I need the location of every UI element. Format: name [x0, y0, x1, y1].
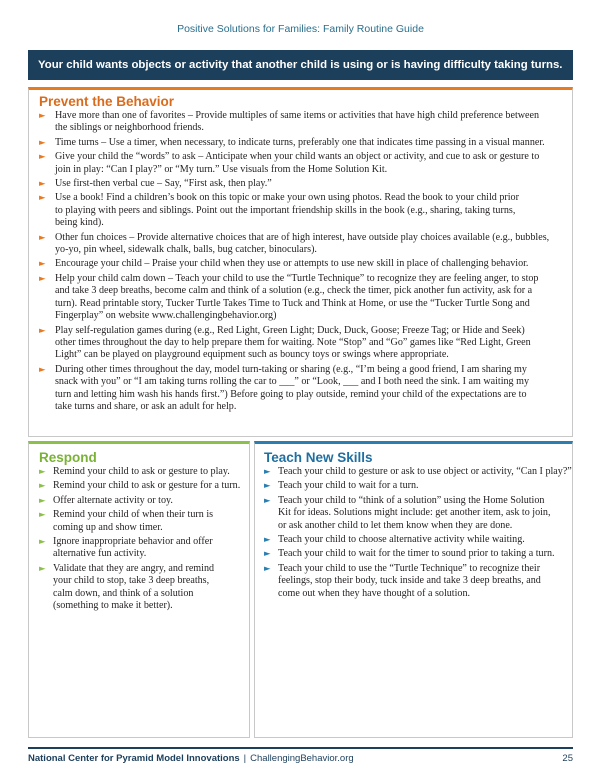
list-item	[29, 258, 572, 270]
prevent-heading: Prevent the Behavior	[39, 94, 175, 109]
arrow-bullet-icon: ►	[39, 259, 46, 270]
list-item	[29, 232, 572, 257]
list-item-line: snack with you” or “I am taking turns rolling the car to ___” or “Look, ___ and I both need the sink. I am waiting my	[55, 376, 530, 388]
list-item-line: Have more than one of favorites – Provide multiples of same items or activities that have high child preference between	[55, 110, 540, 121]
respond-list	[29, 466, 249, 612]
list-item-line: to playing with peers and siblings. Point out the important friendship skills in the book (e.g., sharing, taking turns,	[55, 204, 516, 216]
list-item	[29, 509, 249, 534]
list-item	[29, 151, 572, 176]
list-item-line: Give your child the “words” to ask – Anticipate when your child wants an object or activity, and cue to ask or gesture to	[55, 151, 540, 163]
list-item	[29, 364, 572, 414]
list-item	[29, 178, 572, 190]
list-item	[255, 480, 572, 492]
teach-list	[255, 466, 572, 600]
arrow-bullet-icon: ►	[39, 137, 46, 148]
list-item-line: Remind your child of when their turn is	[53, 509, 214, 521]
arrow-bullet-icon: ►	[264, 495, 271, 506]
arrow-bullet-icon: ►	[39, 193, 46, 204]
list-item-line: take turns and share, or ask an adult for help.	[55, 400, 237, 412]
list-item-line: being kind).	[55, 217, 104, 229]
list-item	[29, 192, 572, 229]
list-item	[29, 110, 572, 135]
list-item	[29, 137, 572, 149]
list-item	[29, 536, 249, 561]
list-item-line: Teach your child to choose alternative activity while waiting.	[278, 534, 525, 546]
prevent-section	[28, 87, 573, 437]
list-item-line: (something to make it better).	[53, 600, 173, 612]
list-item-line: Encourage your child – Praise your child when they use or attempts to use new skill in place of challenging behavior.	[55, 258, 529, 270]
list-item	[29, 480, 249, 492]
arrow-bullet-icon: ►	[39, 152, 46, 163]
list-item-line: the siblings or neighborhood friends.	[55, 122, 204, 134]
respond-section	[28, 441, 250, 738]
list-item-line: Teach your child to gesture or ask to use object or activity, “Can I play?”	[278, 466, 572, 477]
list-item-line: Use first-then verbal cue – Say, “First ask, then play.”	[55, 178, 272, 190]
list-item-line: Use a book! Find a children’s book on this topic or make your own using photos. Read the book to your child prior	[55, 192, 519, 204]
list-item-line: join in play: “Can I play?” or “My turn.” Use visuals from the Home Solution Kit.	[55, 163, 388, 175]
list-item-line: Teach your child to use the “Turtle Technique” to recognize their	[278, 562, 541, 574]
list-item-line: coming up and show timer.	[53, 521, 163, 533]
list-item	[255, 548, 572, 560]
arrow-bullet-icon: ►	[264, 535, 271, 546]
list-item	[255, 466, 572, 478]
footer	[28, 753, 573, 767]
list-item	[29, 563, 249, 613]
list-item-line: Light” can be played on playground equipment such as bouncy toys or swings where appropriate.	[55, 349, 449, 361]
teach-heading: Teach New Skills	[264, 450, 373, 465]
list-item-line: or ask another child to let them know when they are done.	[278, 519, 513, 531]
arrow-bullet-icon: ►	[39, 364, 46, 375]
list-item-line: Remind your child to ask or gesture to play.	[53, 466, 230, 477]
list-item-line: During other times throughout the day, model turn-taking or sharing (e.g., “I’m being a good friend, I am sharing my	[55, 363, 527, 375]
list-item-line: Teach your child to wait for a turn.	[278, 480, 419, 492]
list-item-line: and take 3 deep breaths, become calm and think of a solution (e.g., check the timer, pick another fun activity, ask for a	[55, 285, 533, 297]
list-item-line: turn). Read printable story, Tucker Turtle Takes Time to Tuck and Think at Home, or use the “Tucker Turtle Song and	[55, 297, 530, 309]
footer-organization: National Center for Pyramid Model Innovations	[28, 753, 240, 764]
list-item	[29, 495, 249, 507]
arrow-bullet-icon: ►	[39, 325, 46, 336]
arrow-bullet-icon: ►	[264, 549, 271, 560]
list-item-line: other times throughout the day to help prepare them for waiting. Note “Stop” and “Go” games like “Red Light, Green	[55, 336, 531, 348]
arrow-bullet-icon: ►	[39, 563, 46, 574]
list-item-line: Other fun choices – Provide alternative choices that are of high interest, have outside play choices available (e.g., bubbles,	[55, 231, 550, 243]
arrow-bullet-icon: ►	[39, 481, 46, 492]
arrow-bullet-icon: ►	[39, 111, 46, 121]
list-item-line: Offer alternate activity or toy.	[53, 494, 173, 506]
list-item-line: Fingerplay” on website www.challengingbehavior.org)	[55, 310, 277, 322]
prevent-list	[29, 110, 572, 413]
footer-separator: |	[243, 753, 247, 764]
arrow-bullet-icon: ►	[39, 510, 46, 521]
arrow-bullet-icon: ►	[264, 481, 271, 492]
list-item-line: Teach your child to “think of a solution” using the Home Solution	[278, 494, 545, 506]
list-item-line: Validate that they are angry, and remind	[53, 562, 215, 574]
arrow-bullet-icon: ►	[39, 537, 46, 548]
list-item	[255, 534, 572, 546]
list-item	[29, 466, 249, 478]
footer-divider	[28, 747, 573, 749]
list-item-line: turn and letting him wash his hands first.”) Before going to play outside, remind your child of the expectations are to	[55, 388, 527, 400]
list-item-line: Teach your child to wait for the timer to sound prior to taking a turn.	[278, 548, 555, 560]
page-number: 25	[562, 753, 573, 764]
list-item-line: alternative fun activity.	[53, 548, 147, 560]
arrow-bullet-icon: ►	[39, 179, 46, 190]
list-item	[255, 495, 572, 532]
list-item-line: Help your child calm down – Teach your child to use the “Turtle Technique” to recognize they are feeling anger, to stop	[55, 272, 539, 284]
list-item-line: come out when they have thought of a solution.	[278, 587, 471, 599]
arrow-bullet-icon: ►	[39, 273, 46, 284]
arrow-bullet-icon: ►	[39, 495, 46, 506]
list-item	[255, 563, 572, 600]
list-item-line: Kit for ideas. Solutions might include: get another item, ask to join,	[278, 507, 551, 519]
footer-website: ChallengingBehavior.org	[250, 753, 354, 764]
list-item-line: your child to stop, take 3 deep breaths,	[53, 575, 210, 587]
list-item	[29, 273, 572, 323]
list-item-line: yo-yo, pin wheel, sidewalk chalk, balls, bug catcher, binoculars).	[55, 244, 317, 256]
list-item-line: feelings, stop their body, tuck inside and take 3 deep breaths, and	[278, 575, 541, 587]
arrow-bullet-icon: ►	[39, 467, 46, 477]
situation-banner: Your child wants objects or activity that another child is using or is having difficulty taking turns.	[28, 50, 573, 80]
list-item-line: Time turns – Use a timer, when necessary, to indicate turns, preferably one that indicates time passing in a visual manner.	[55, 136, 545, 148]
arrow-bullet-icon: ►	[264, 563, 271, 574]
arrow-bullet-icon: ►	[39, 232, 46, 243]
running-head: Positive Solutions for Families: Family Routine Guide	[177, 23, 424, 35]
arrow-bullet-icon: ►	[264, 467, 271, 477]
list-item-line: calm down, and think of a solution	[53, 587, 194, 599]
teach-section	[254, 441, 573, 738]
list-item-line: Ignore inappropriate behavior and offer	[53, 536, 213, 548]
list-item	[29, 325, 572, 362]
list-item-line: Play self-regulation games during (e.g., Red Light, Green Light; Duck, Duck, Goose; Freeze Tag; or Hide and Seek)	[55, 324, 525, 336]
respond-heading: Respond	[39, 450, 97, 465]
list-item-line: Remind your child to ask or gesture for a turn.	[53, 480, 241, 492]
